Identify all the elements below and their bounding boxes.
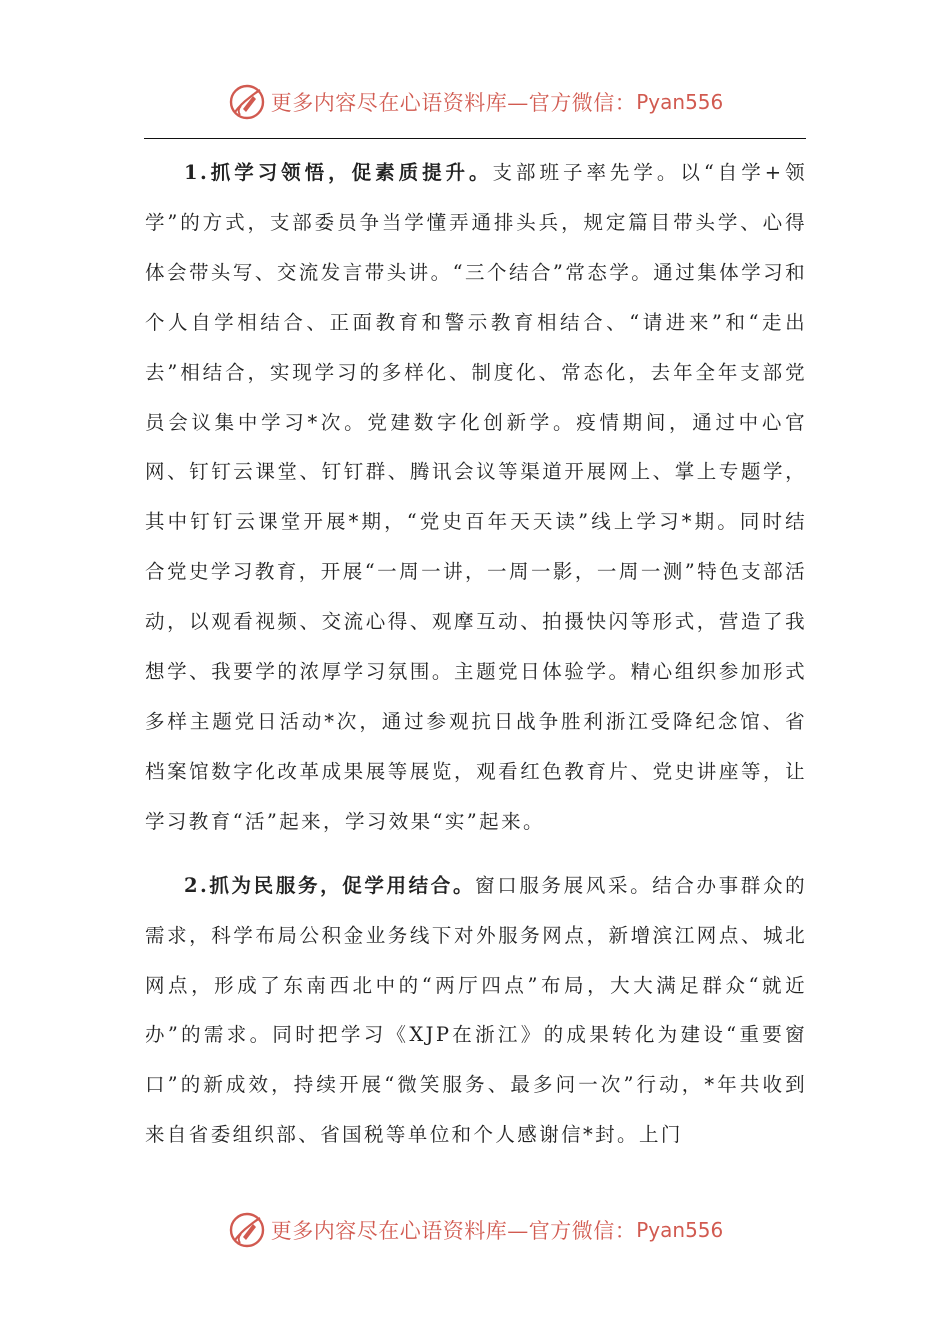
banner-text: 更多内容尽在心语资料库—官方微信：: [270, 1219, 637, 1243]
banner-wechat-id: Pyan556: [636, 90, 724, 114]
paragraph-2-heading: 2.抓为民服务，促学用结合。: [184, 873, 476, 897]
header-banner: [0, 80, 950, 124]
paragraph-1-body: 支部班子率先学。以“自学+领学”的方式，支部委员争当学懂弄通排头兵，规定篇目带头学、心得体会带头写、交流发言带头讲。“三个结合”常态学。通过集体学习和个人自学相结合、正面教育和警示教育相结合、“请进来”和“走出去”相结合，实现学习的多样化、制度化、常态化，去年全年支部党员会议集中学习*次。党建数字化创新学。疫情期间，通过中心官网、钉钉云课堂、钉钉群、腾讯会议等渠道开展网上、掌上专题学，其中钉钉云课堂开展*期，“党史百年天天读”线上学习*期。同时结合党史学习教育，开展“一周一讲，一周一影，一周一测”特色支部活动，以观看视频、交流心得、观摩互动、拍摄快闪等形式，营造了我想学、我要学的浓厚学习氛围。主题党日体验学。精心组织参加形式多样主题党日活动*次，通过参观抗日战争胜利浙江受降纪念馆、省档案馆数字化改革成果展等展览，观看红色教育片、党史讲座等，让学习教育“活”起来，学习效果“实”起来。: [145, 161, 807, 833]
header-divider: [144, 138, 806, 139]
document-body: [145, 148, 807, 1160]
banner-text: 更多内容尽在心语资料库—官方微信：: [270, 91, 637, 115]
paragraph-1-heading: 1.抓学习领悟，促素质提升。: [184, 161, 493, 184]
paragraph-1: [145, 148, 807, 847]
pen-logo-icon: [227, 1210, 267, 1250]
paragraph-2-body: 窗口服务展风采。结合办事群众的需求，科学布局公积金业务线下对外服务网点，新增滨江网点、城北网点，形成了东南西北中的“两厅四点”布局，大大满足群众“就近办”的需求。同时把学习《XJP在浙江》的成果转化为建设“重要窗口”的新成效，持续开展“微笑服务、最多问一次”行动，*年共收到来自省委组织部、省国税等单位和个人感谢信*封。上门: [145, 873, 807, 1147]
pen-logo-icon: [227, 82, 267, 122]
banner-wechat-id: Pyan556: [636, 1218, 724, 1242]
footer-banner: [0, 1208, 950, 1252]
paragraph-2: [145, 861, 807, 1160]
